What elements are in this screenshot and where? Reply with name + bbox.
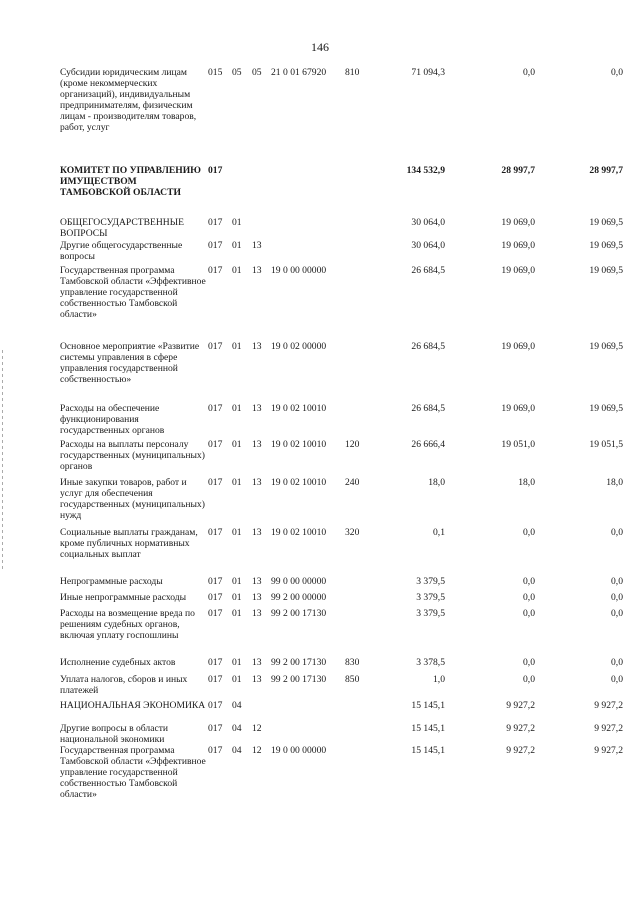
row-section-code: 04 [232,700,242,711]
row-value-2: 19 069,0 [501,240,535,251]
row-section-code: 04 [232,723,242,734]
row-subsection-code: 05 [252,67,262,78]
row-value-3: 19 069,5 [589,217,623,228]
row-target-code: 99 2 00 17130 [271,657,327,668]
row-ved-code: 017 [208,403,223,414]
row-target-code: 99 2 00 17130 [271,674,327,685]
row-value-1: 71 094,3 [411,67,445,78]
row-section-code: 01 [232,657,242,668]
row-value-1: 134 532,9 [406,165,445,176]
row-name: Уплата налогов, сборов и иных платежей [60,674,188,696]
row-ved-code: 017 [208,165,223,176]
row-expense-type: 120 [345,439,360,450]
row-name: Государственная программа Тамбовской области «Эффективное управление государственной собственностью Тамбовской области» [60,745,206,800]
row-value-2: 0,0 [523,576,535,587]
row-name: Иные непрограммные расходы [60,592,187,603]
row-name: Основное мероприятие «Развитие системы управления в сфере управления государственной собственностью» [60,341,200,385]
row-value-3: 19 069,5 [589,240,623,251]
row-name: Исполнение судебных актов [60,657,176,668]
row-value-2: 9 927,2 [506,700,535,711]
row-ved-code: 017 [208,700,223,711]
row-value-2: 0,0 [523,592,535,603]
row-value-1: 26 684,5 [411,265,445,276]
row-ved-code: 017 [208,674,223,685]
row-name: Другие общегосударственные вопросы [60,240,183,262]
row-value-3: 0,0 [611,674,623,685]
row-target-code: 19 0 02 00000 [271,341,327,352]
row-value-3: 19 051,5 [589,439,623,450]
row-subsection-code: 13 [252,657,262,668]
row-value-1: 30 064,0 [411,217,445,228]
row-ved-code: 017 [208,657,223,668]
row-ved-code: 015 [208,67,223,78]
row-value-1: 15 145,1 [411,745,445,756]
row-value-3: 19 069,5 [589,403,623,414]
row-name: Расходы на выплаты персоналу государственных (муниципальных) органов [60,439,205,472]
row-name: Государственная программа Тамбовской области «Эффективное управление государственной собственностью Тамбовской области» [60,265,206,320]
row-target-code: 19 0 00 00000 [271,265,327,276]
row-value-3: 9 927,2 [594,700,623,711]
row-subsection-code: 13 [252,403,262,414]
row-section-code: 01 [232,527,242,538]
row-ved-code: 017 [208,592,223,603]
row-value-1: 18,0 [428,477,445,488]
row-value-2: 19 069,0 [501,341,535,352]
row-section-code: 01 [232,403,242,414]
row-name: Социальные выплаты гражданам, кроме публичных нормативных социальных выплат [60,527,198,560]
row-target-code: 99 0 00 00000 [271,576,327,587]
row-expense-type: 240 [345,477,360,488]
row-subsection-code: 12 [252,745,262,756]
row-value-3: 9 927,2 [594,723,623,734]
row-ved-code: 017 [208,723,223,734]
row-subsection-code: 12 [252,723,262,734]
row-value-2: 9 927,2 [506,723,535,734]
scan-margin-mark [2,350,3,570]
row-subsection-code: 13 [252,265,262,276]
row-name: Расходы на обеспечение функционирования государственных органов [60,403,165,436]
row-section-code: 01 [232,477,242,488]
row-expense-type: 830 [345,657,360,668]
row-target-code: 21 0 01 67920 [271,67,327,78]
row-subsection-code: 13 [252,439,262,450]
row-section-code: 04 [232,745,242,756]
row-value-3: 9 927,2 [594,745,623,756]
row-name: Субсидии юридическим лицам (кроме некоммерческих организаций), индивидуальным предпринимателям, физическим лицам - производителям товаров, работ, услуг [60,67,197,133]
row-ved-code: 017 [208,439,223,450]
row-subsection-code: 13 [252,592,262,603]
row-ved-code: 017 [208,576,223,587]
row-value-3: 0,0 [611,527,623,538]
row-value-1: 15 145,1 [411,723,445,734]
row-value-1: 3 379,5 [416,592,445,603]
row-name: НАЦИОНАЛЬНАЯ ЭКОНОМИКА [60,700,206,711]
row-value-3: 0,0 [611,67,623,78]
row-ved-code: 017 [208,745,223,756]
row-section-code: 01 [232,608,242,619]
row-subsection-code: 13 [252,527,262,538]
row-value-3: 18,0 [606,477,623,488]
row-value-2: 19 051,0 [501,439,535,450]
row-value-1: 0,1 [433,527,445,538]
row-ved-code: 017 [208,608,223,619]
row-target-code: 19 0 02 10010 [271,403,327,414]
row-subsection-code: 13 [252,608,262,619]
row-value-2: 0,0 [523,657,535,668]
row-value-3: 0,0 [611,576,623,587]
row-ved-code: 017 [208,265,223,276]
row-value-3: 0,0 [611,608,623,619]
row-expense-type: 320 [345,527,360,538]
row-target-code: 99 2 00 17130 [271,608,327,619]
row-name: КОМИТЕТ ПО УПРАВЛЕНИЮ ИМУЩЕСТВОМ ТАМБОВСКОЙ ОБЛАСТИ [60,165,201,198]
row-section-code: 01 [232,674,242,685]
row-target-code: 19 0 02 10010 [271,477,327,488]
row-value-2: 0,0 [523,608,535,619]
row-value-1: 3 379,5 [416,608,445,619]
row-value-1: 26 684,5 [411,403,445,414]
row-subsection-code: 13 [252,674,262,685]
row-name: Непрограммные расходы [60,576,163,587]
row-section-code: 01 [232,592,242,603]
row-section-code: 01 [232,217,242,228]
row-section-code: 05 [232,67,242,78]
row-target-code: 19 0 00 00000 [271,745,327,756]
row-value-2: 0,0 [523,527,535,538]
row-ved-code: 017 [208,240,223,251]
row-section-code: 01 [232,240,242,251]
row-ved-code: 017 [208,217,223,228]
page-number: 146 [311,40,329,54]
row-ved-code: 017 [208,527,223,538]
row-value-3: 19 069,5 [589,341,623,352]
row-expense-type: 850 [345,674,360,685]
row-subsection-code: 13 [252,477,262,488]
row-name: Расходы на возмещение вреда по решениям судебных органов, включая уплату госпошлины [60,608,195,641]
row-section-code: 01 [232,265,242,276]
row-value-2: 28 997,7 [501,165,535,176]
row-value-1: 1,0 [433,674,445,685]
row-value-2: 0,0 [523,67,535,78]
row-ved-code: 017 [208,341,223,352]
row-value-3: 19 069,5 [589,265,623,276]
row-name: Иные закупки товаров, работ и услуг для обеспечения государственных (муниципальных) нужд [60,477,205,521]
row-value-2: 9 927,2 [506,745,535,756]
row-value-3: 28 997,7 [589,165,623,176]
row-name: ОБЩЕГОСУДАРСТВЕННЫЕ ВОПРОСЫ [60,217,184,239]
row-value-1: 15 145,1 [411,700,445,711]
row-section-code: 01 [232,439,242,450]
row-value-2: 18,0 [518,477,535,488]
row-target-code: 19 0 02 10010 [271,527,327,538]
row-value-1: 3 379,5 [416,576,445,587]
row-value-1: 26 666,4 [411,439,445,450]
row-value-1: 3 378,5 [416,657,445,668]
row-value-3: 0,0 [611,657,623,668]
row-section-code: 01 [232,576,242,587]
row-value-2: 0,0 [523,674,535,685]
row-value-1: 30 064,0 [411,240,445,251]
row-value-1: 26 684,5 [411,341,445,352]
row-subsection-code: 13 [252,576,262,587]
row-value-3: 0,0 [611,592,623,603]
row-subsection-code: 13 [252,341,262,352]
row-section-code: 01 [232,341,242,352]
row-name: Другие вопросы в области национальной экономики [60,723,169,745]
row-ved-code: 017 [208,477,223,488]
row-target-code: 99 2 00 00000 [271,592,327,603]
row-expense-type: 810 [345,67,360,78]
row-target-code: 19 0 02 10010 [271,439,327,450]
row-value-2: 19 069,0 [501,265,535,276]
row-value-2: 19 069,0 [501,403,535,414]
row-value-2: 19 069,0 [501,217,535,228]
row-subsection-code: 13 [252,240,262,251]
